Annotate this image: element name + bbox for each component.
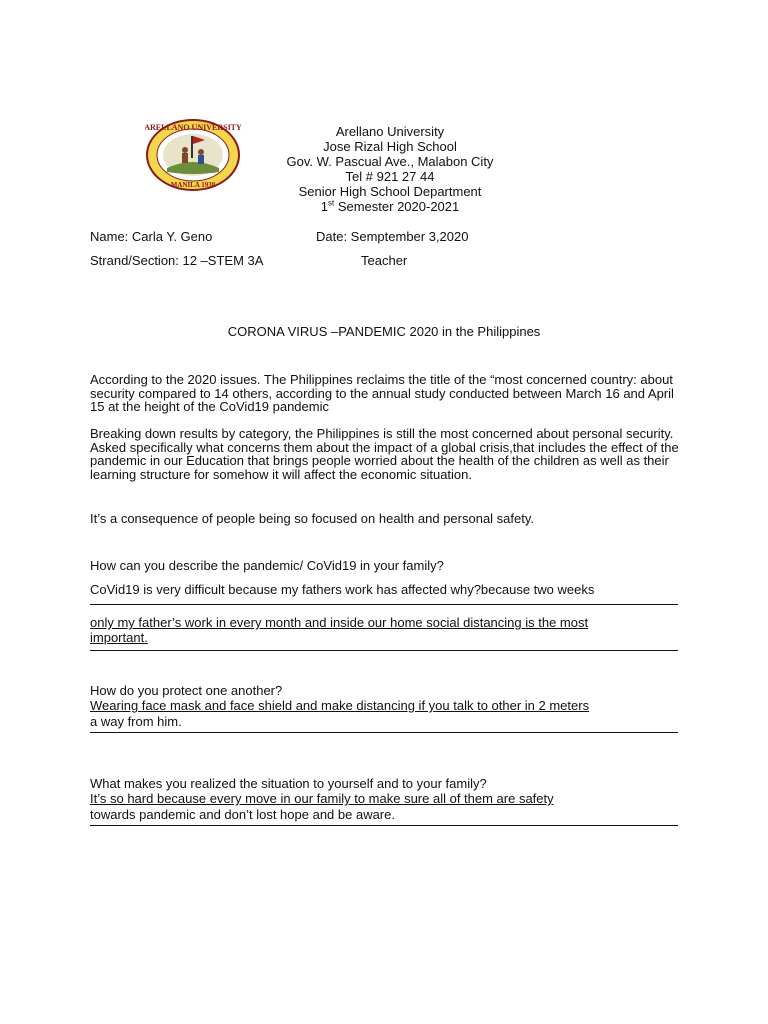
paragraph-breakdown: Breaking down results by category, the Philippines is still the most concerned about personal security. Asked specifically what concerns them about the impact of a global crisis,that includes the effect of the pandemic in our Education that brings people worried about the health of the children as well as their learning structure for somehow it will affect the economic situation. — [90, 426, 679, 482]
svg-text:MANILA 1938: MANILA 1938 — [170, 181, 216, 189]
answer-3-line-2: towards pandemic and don’t lost hope and be aware. — [90, 807, 395, 822]
high-school-name: Jose Rizal High School — [323, 139, 457, 154]
answer-3-rule — [90, 825, 678, 826]
answer-2-line-2: a way from him. — [90, 714, 182, 729]
answer-1-line-2: only my father’s work in every month and inside our home social distancing is the most — [90, 615, 589, 630]
paragraph-intro: According to the 2020 issues. The Philippines reclaims the title of the “most concerned country: about security compared to 14 others, according to the annual study conducted between March 16 and April 15 at the height of the CoVid19 pandemic — [90, 372, 674, 414]
answer-2-line-1: Wearing face mask and face shield and make distancing if you talk to other in 2 meters — [90, 698, 590, 713]
teacher-field: Teacher — [361, 253, 408, 268]
telephone-number: Tel # 921 27 44 — [345, 169, 435, 184]
paragraph-consequence: It’s a consequence of people being so focused on health and personal safety. — [90, 511, 535, 526]
question-1: How can you describe the pandemic/ CoVid19 in your family? — [90, 558, 444, 573]
answer-3-line-1: It’s so hard because every move in our family to make sure all of them are safety — [90, 791, 554, 806]
department-name: Senior High School Department — [298, 184, 482, 199]
document-title: CORONA VIRUS –PANDEMIC 2020 in the Philippines — [227, 324, 541, 339]
school-name: Arellano University — [335, 124, 445, 139]
answer-1-line-3: important. — [90, 630, 148, 645]
semester-line: 1st Semester 2020-2021 — [320, 198, 460, 214]
date-field: Date: Semptember 3,2020 — [316, 229, 469, 244]
answer-2-rule — [90, 732, 678, 733]
question-2: How do you protect one another? — [90, 683, 283, 698]
question-3: What makes you realized the situation to yourself and to your family? — [90, 776, 487, 791]
strand-section: Strand/Section: 12 –STEM 3A — [90, 253, 264, 268]
school-address: Gov. W. Pascual Ave., Malabon City — [286, 154, 494, 169]
student-name: Name: Carla Y. Geno — [90, 229, 213, 244]
answer-1-rule-2 — [90, 650, 678, 651]
svg-text:ARELLANO UNIVERSITY: ARELLANO UNIVERSITY — [145, 123, 241, 132]
answer-1-line-1: CoVid19 is very difficult because my fathers work has affected why?because two weeks — [90, 582, 595, 597]
answer-1-rule-1 — [90, 604, 678, 605]
